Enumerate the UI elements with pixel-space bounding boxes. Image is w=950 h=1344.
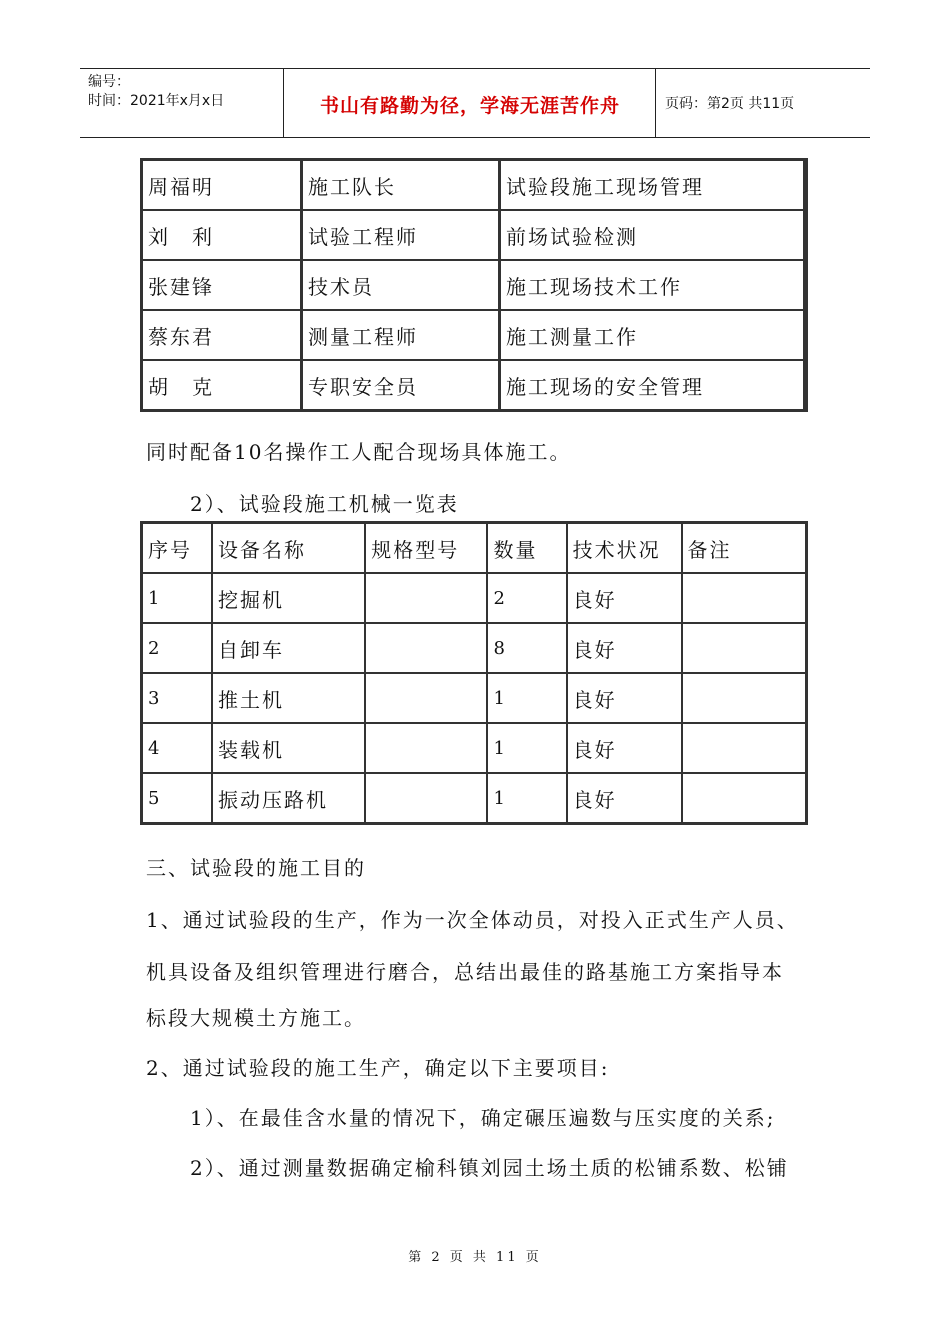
- remark-cell: [682, 773, 806, 823]
- staff-name-cell: 蔡东君: [142, 310, 302, 360]
- header-divider: [655, 69, 656, 137]
- column-header: 规格型号: [365, 523, 487, 573]
- table-row: [142, 260, 805, 310]
- equipment-name-cell: 推土机: [212, 673, 365, 723]
- time-label: 时间：2021年x月x日: [88, 93, 225, 109]
- spec-cell: [365, 773, 487, 823]
- condition-cell: 良好: [567, 773, 682, 823]
- staff-table: [140, 158, 808, 412]
- index-cell: 5: [142, 773, 212, 823]
- staff-duty-cell: 前场试验检测: [500, 210, 805, 260]
- workers-paragraph: 同时配备10名操作工人配合现场具体施工。: [146, 440, 572, 464]
- table-row: [142, 773, 806, 823]
- staff-role-cell: 试验工程师: [302, 210, 500, 260]
- column-header: 序号: [142, 523, 212, 573]
- staff-role-cell: 施工队长: [302, 160, 500, 210]
- index-cell: 3: [142, 673, 212, 723]
- table-row: [142, 573, 806, 623]
- staff-role-cell: 专职安全员: [302, 360, 500, 410]
- table-row: [142, 210, 805, 260]
- remark-cell: [682, 623, 806, 673]
- index-cell: 4: [142, 723, 212, 773]
- quantity-cell: 2: [487, 573, 566, 623]
- equipment-name-cell: 挖掘机: [212, 573, 365, 623]
- spec-cell: [365, 623, 487, 673]
- spec-cell: [365, 723, 487, 773]
- spec-cell: [365, 673, 487, 723]
- table-row: [142, 723, 806, 773]
- condition-cell: 良好: [567, 723, 682, 773]
- table-row: [142, 673, 806, 723]
- column-header: 数量: [487, 523, 566, 573]
- index-cell: 1: [142, 573, 212, 623]
- equipment-name-cell: 振动压路机: [212, 773, 365, 823]
- sub-item2: 2）、通过测量数据确定榆科镇刘园土场土质的松铺系数、松铺: [190, 1156, 789, 1180]
- item1-line1: 1、通过试验段的生产，作为一次全体动员，对投入正式生产人员、: [146, 908, 799, 932]
- sub-item1: 1）、在最佳含水量的情况下，确定碾压遍数与压实度的关系;: [190, 1106, 776, 1130]
- column-header: 技术状况: [567, 523, 682, 573]
- quantity-cell: 1: [487, 723, 566, 773]
- equipment-name-cell: 自卸车: [212, 623, 365, 673]
- staff-duty-cell: 试验段施工现场管理: [500, 160, 805, 210]
- staff-duty-cell: 施工现场的安全管理: [500, 360, 805, 410]
- table-row: [142, 160, 805, 210]
- code-label: 编号：: [88, 74, 130, 90]
- section3-heading: 三、试验段的施工目的: [146, 856, 366, 880]
- index-cell: 2: [142, 623, 212, 673]
- staff-name-cell: 胡 克: [142, 360, 302, 410]
- column-header: 设备名称: [212, 523, 365, 573]
- condition-cell: 良好: [567, 673, 682, 723]
- header-page-info: 页码：第2页 共11页: [665, 96, 795, 112]
- condition-cell: 良好: [567, 623, 682, 673]
- remark-cell: [682, 573, 806, 623]
- remark-cell: [682, 723, 806, 773]
- staff-name-cell: 周福明: [142, 160, 302, 210]
- staff-role-cell: 技术员: [302, 260, 500, 310]
- item1-line2: 机具设备及组织管理进行磨合，总结出最佳的路基施工方案指导本: [146, 960, 784, 984]
- staff-name-cell: 刘 利: [142, 210, 302, 260]
- table-row: [142, 310, 805, 360]
- equipment-name-cell: 装载机: [212, 723, 365, 773]
- quantity-cell: 8: [487, 623, 566, 673]
- spec-cell: [365, 573, 487, 623]
- table-header-row: [142, 523, 806, 573]
- page-footer: 第 2 页 共 11 页: [408, 1250, 542, 1265]
- quantity-cell: 1: [487, 773, 566, 823]
- remark-cell: [682, 673, 806, 723]
- table-row: [142, 623, 806, 673]
- machine-table-title: 2）、试验段施工机械一览表: [190, 492, 459, 516]
- table-row: [142, 360, 805, 410]
- item1-line3: 标段大规模土方施工。: [146, 1006, 366, 1030]
- column-header: 备注: [682, 523, 806, 573]
- item2: 2、通过试验段的施工生产，确定以下主要项目:: [146, 1056, 610, 1080]
- quantity-cell: 1: [487, 673, 566, 723]
- header-meta: [88, 73, 224, 111]
- header-divider: [283, 69, 284, 137]
- condition-cell: 良好: [567, 573, 682, 623]
- staff-duty-cell: 施工现场技术工作: [500, 260, 805, 310]
- staff-name-cell: 张建锋: [142, 260, 302, 310]
- header-motto: 书山有路勤为径，学海无涯苦作舟: [319, 95, 620, 117]
- machine-table: [140, 521, 808, 825]
- staff-role-cell: 测量工程师: [302, 310, 500, 360]
- page-header: [80, 68, 870, 138]
- staff-duty-cell: 施工测量工作: [500, 310, 805, 360]
